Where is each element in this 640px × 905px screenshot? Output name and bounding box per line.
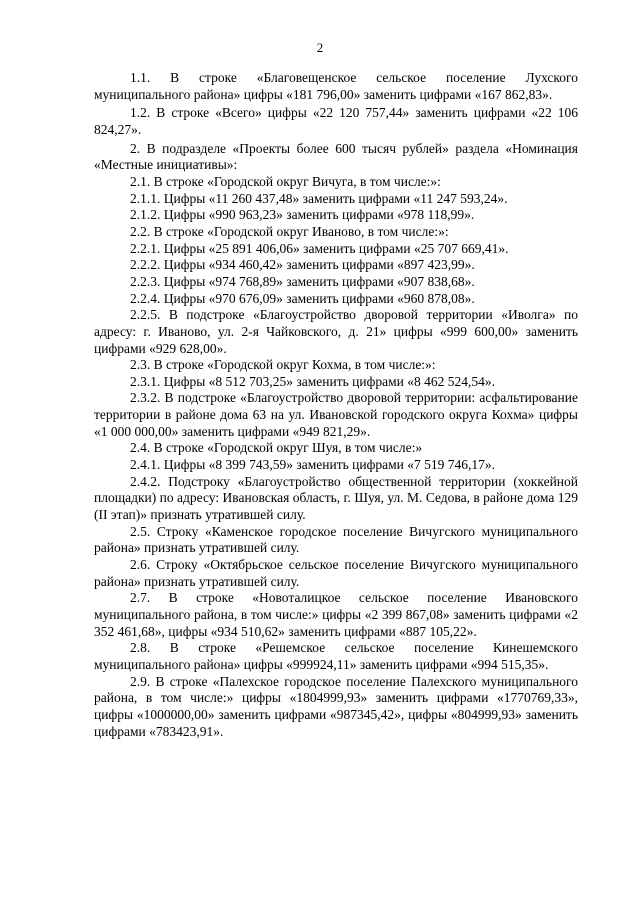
document-body bbox=[94, 70, 578, 740]
paragraph-2-4-1: 2.4.1. Цифры «8 399 743,59» заменить цифрами «7 519 746,17». bbox=[130, 457, 495, 473]
paragraph-2-2-3: 2.2.3. Цифры «974 768,89» заменить цифрами «907 838,68». bbox=[130, 273, 475, 289]
paragraph-2-3-1: 2.3.1. Цифры «8 512 703,25» заменить цифрами «8 462 524,54». bbox=[130, 373, 495, 389]
paragraph-2-4-2: 2.4.2. Подстроку «Благоустройство общественной территории (хоккейной площадки) по адресу: Ивановская область, г. Шуя, ул. М. Седова, в районе дома 129 (II этап)» признать утратившей силу. bbox=[94, 473, 578, 523]
paragraph-2-3-2: 2.3.2. В подстроке «Благоустройство дворовой территории: асфальтирование территории в районе дома 63 на ул. Ивановской городского округа Кохма» цифры «1 000 000,00» заменить цифрами «949 821,29». bbox=[94, 390, 578, 439]
paragraph-2-2-1: 2.2.1. Цифры «25 891 406,06» заменить цифрами «25 707 669,41». bbox=[130, 240, 509, 256]
paragraph-2-7: 2.7. В строке «Новоталицкое сельское поселение Ивановского муниципального района, в том числе:» цифры «2 399 867,08» заменить цифрами «2 352 461,68», цифры «934 510,62» заменить цифрами «887 105,22». bbox=[94, 590, 578, 639]
paragraph-2-9: 2.9. В строке «Палехское городское поселение Палехского муниципального района, в том числе:» цифры «1804999,93» заменить цифрами «1770769,33», цифры «1000000,00» заменить цифрами «987345,42», цифры «804999,93» заменить цифрами «783423,91». bbox=[94, 673, 578, 739]
paragraph-2-8: 2.8. В строке «Решемское сельское поселение Кинешемского муниципального района» цифры «999924,11» заменить цифрами «994 515,35». bbox=[94, 640, 578, 672]
paragraph-1-2: 1.2. В строке «Всего» цифры «22 120 757,44» заменить цифрами «22 106 824,27». bbox=[94, 105, 578, 137]
paragraph-2: 2. В подразделе «Проекты более 600 тысяч рублей» раздела «Номинация «Местные инициативы»: bbox=[94, 140, 578, 173]
paragraph-2-1-1: 2.1.1. Цифры «11 260 437,48» заменить цифрами «11 247 593,24». bbox=[130, 190, 508, 206]
paragraph-2-1: 2.1. В строке «Городской округ Вичуга, в том числе:»: bbox=[130, 173, 441, 189]
paragraph-2-2-5: 2.2.5. В подстроке «Благоустройство дворовой территории «Иволга» по адресу: г. Иваново, ул. 2-я Чайковского, д. 21» цифры «999 600,00» заменить цифрами «929 628,00». bbox=[94, 307, 578, 356]
paragraph-2-5: 2.5. Строку «Каменское городское поселение Вичугского муниципального района» признать утратившей силу. bbox=[94, 523, 578, 556]
paragraph-2-2: 2.2. В строке «Городской округ Иваново, в том числе:»: bbox=[130, 223, 449, 239]
paragraph-2-2-2: 2.2.2. Цифры «934 460,42» заменить цифрами «897 423,99». bbox=[130, 257, 475, 273]
paragraph-2-2-4: 2.2.4. Цифры «970 676,09» заменить цифрами «960 878,08». bbox=[130, 290, 475, 306]
page-number: 2 bbox=[316, 40, 324, 55]
paragraph-2-1-2: 2.1.2. Цифры «990 963,23» заменить цифрами «978 118,99». bbox=[130, 207, 475, 223]
paragraph-2-3: 2.3. В строке «Городской округ Кохма, в том числе:»: bbox=[130, 357, 436, 373]
paragraph-1-1: 1.1. В строке «Благовещенское сельское поселение Лухского муниципального района» цифры «181 796,00» заменить цифрами «167 862,83». bbox=[94, 70, 578, 102]
paragraph-2-6: 2.6. Строку «Октябрьское сельское поселение Вичугского муниципального района» признать утратившей силу. bbox=[94, 557, 578, 589]
paragraph-2-4: 2.4. В строке «Городской округ Шуя, в том числе:» bbox=[130, 440, 423, 456]
